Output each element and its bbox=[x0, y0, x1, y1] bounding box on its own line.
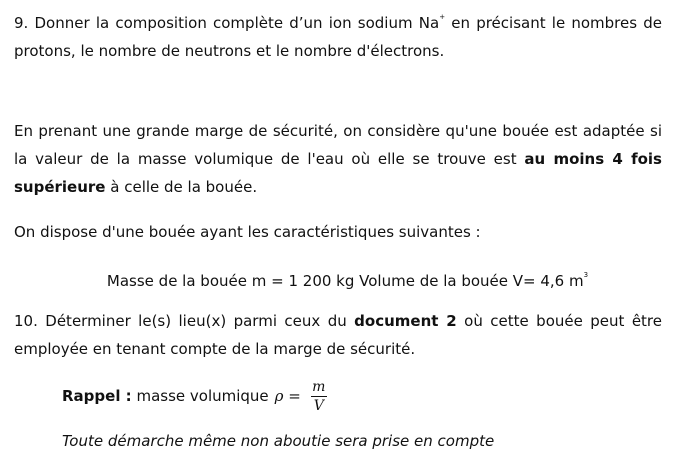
context-text-end: à celle de la bouée. bbox=[105, 178, 258, 196]
question-10-text-end: où cette bouée peut être employée en tenant compte de la marge de sécurité. bbox=[14, 312, 662, 358]
question-9 bbox=[14, 3, 662, 65]
context-emphasis: au moins 4 fois supérieure bbox=[14, 150, 662, 196]
context-text: En prenant une grande marge de sécurité, on considère qu'une bouée est adaptée si la valeur de la masse volumique de l'eau où elle se trouve est bbox=[14, 122, 662, 168]
rho-symbol: ρ = bbox=[274, 387, 301, 405]
fraction-numerator: m bbox=[312, 378, 326, 395]
instruction-note: Toute démarche même non aboutie sera prise en compte bbox=[62, 432, 495, 450]
question-9-text-end: en précisant le nombres de protons, le nombre de neutrons et le nombre d'électrons. bbox=[14, 14, 662, 60]
dispose-line: On dispose d'une bouée ayant les caractéristiques suivantes : bbox=[14, 223, 481, 241]
charge-superscript: + bbox=[439, 13, 446, 21]
characteristics-text: Masse de la bouée m = 1 200 kg Volume de la bouée V= 4,6 m bbox=[106, 272, 584, 290]
buoy-characteristics bbox=[14, 263, 681, 293]
document-page bbox=[14, 0, 681, 476]
rappel-label: Rappel : bbox=[62, 387, 132, 405]
question-10-text: 10. Déterminer le(s) lieu(x) parmi ceux du bbox=[14, 312, 355, 330]
cube-superscript: 3 bbox=[583, 271, 589, 279]
rappel-line bbox=[62, 376, 327, 416]
density-fraction bbox=[311, 379, 327, 414]
question-10 bbox=[14, 307, 662, 363]
rappel-text: masse volumique bbox=[131, 387, 269, 405]
question-10-emphasis: document 2 bbox=[354, 312, 457, 330]
fraction-bar bbox=[311, 396, 327, 397]
context-paragraph bbox=[14, 117, 662, 201]
fraction-denominator: V bbox=[313, 397, 324, 414]
question-9-text: 9. Donner la composition complète d’un ion sodium Na bbox=[14, 14, 440, 32]
